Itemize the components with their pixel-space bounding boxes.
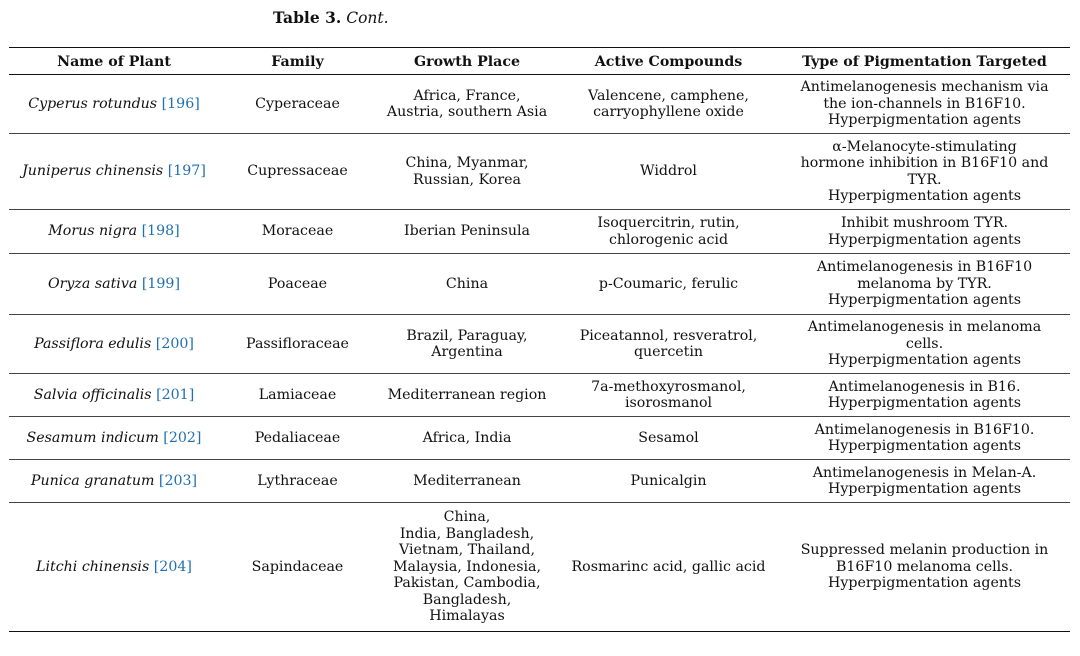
citation-link[interactable]: [197] [167, 163, 206, 180]
text-line: TYR. [907, 171, 942, 188]
text-line: isorosmanol [624, 395, 713, 411]
text-line: Brazil, Paraguay, [406, 327, 528, 344]
text-line: Antimelanogenesis mechanism via [800, 79, 1049, 96]
cell-family: Pedaliaceae [219, 417, 376, 460]
plant-name: Oryza sativa [48, 275, 138, 292]
cell-plant-name [9, 417, 219, 460]
text-line: Malaysia, Indonesia, [393, 558, 541, 575]
cell-family: Poaceae [219, 254, 376, 315]
cell-plant-name [9, 210, 219, 254]
plant-name: Passiflora edulis [34, 335, 152, 352]
text-line: Hyperpigmentation agents [828, 231, 1021, 248]
cell-plant-name [9, 75, 219, 134]
text-line: Valencene, camphene, [588, 87, 749, 104]
cell-active-compounds [558, 460, 779, 503]
text-line: cells. [905, 335, 944, 352]
citation-link[interactable]: [198] [141, 223, 180, 240]
citation-link[interactable]: [201] [156, 386, 195, 403]
cell-pigmentation [779, 315, 1070, 374]
cell-active-compounds [558, 134, 779, 210]
header-pigmentation-targeted: Type of Pigmentation Targeted [779, 48, 1070, 75]
text-line: Mediterranean [413, 472, 521, 489]
citation-link[interactable]: [203] [158, 472, 198, 489]
text-line: Punicalgin [630, 472, 707, 489]
citation-link[interactable]: [202] [163, 429, 202, 446]
table-row [9, 210, 1070, 254]
text-line: melanoma by TYR. [857, 275, 992, 292]
table-row [9, 254, 1070, 315]
text-line: Vietnam, Thailand, [398, 542, 536, 559]
cell-growth-place [376, 503, 558, 632]
table-header-row [9, 48, 1070, 75]
text-line: 7a-methoxyrosmanol, [591, 378, 746, 395]
text-line: Africa, France, [413, 87, 521, 104]
table-row [9, 315, 1070, 374]
table-caption-cont: Cont. [346, 9, 389, 27]
plant-name: Juniperus chinensis [22, 163, 164, 180]
text-line: Piceatannol, resveratrol, [579, 327, 758, 344]
text-line: Iberian Peninsula [403, 223, 531, 240]
cell-active-compounds [558, 254, 779, 315]
text-line: Widdrol [640, 163, 697, 180]
plant-name: Sesamum indicum [26, 429, 159, 446]
cell-pigmentation [779, 210, 1070, 254]
cell-family: Passifloraceae [219, 315, 376, 374]
plants-table [9, 47, 1070, 632]
cell-active-compounds [558, 417, 779, 460]
plant-name: Salvia officinalis [33, 386, 152, 403]
citation-link[interactable]: [199] [141, 275, 180, 292]
table-row [9, 134, 1070, 210]
text-line: Antimelanogenesis in melanoma [807, 319, 1042, 336]
text-line: Mediterranean region [387, 386, 547, 403]
cell-plant-name [9, 460, 219, 503]
text-line: China, [443, 509, 491, 526]
cell-active-compounds [558, 210, 779, 254]
citation-link[interactable]: [204] [153, 558, 192, 575]
cell-active-compounds [558, 75, 779, 134]
cell-pigmentation [779, 417, 1070, 460]
text-line: B16F10 melanoma cells. [835, 558, 1014, 575]
text-line: Himalayas [429, 608, 505, 625]
text-line: Pakistan, Cambodia, [393, 575, 541, 592]
text-line: p-Coumaric, ferulic [598, 275, 739, 292]
text-line: Hyperpigmentation agents [828, 438, 1021, 454]
text-line: hormone inhibition in B16F10 and [800, 155, 1049, 171]
cell-plant-name [9, 374, 219, 417]
text-line: Africa, India [422, 429, 512, 446]
cell-family: Moraceae [219, 210, 376, 254]
cell-growth-place [376, 75, 558, 134]
table-row [9, 75, 1070, 134]
plant-name: Morus nigra [48, 223, 138, 240]
text-line: Antimelanogenesis in B16F10 [816, 259, 1033, 276]
text-line: Bangladesh, [422, 591, 512, 608]
cell-growth-place [376, 374, 558, 417]
text-line: Russian, Korea [413, 171, 521, 188]
cell-family: Lythraceae [219, 460, 376, 503]
cell-pigmentation [779, 75, 1070, 134]
cell-growth-place [376, 210, 558, 254]
citation-link[interactable]: [196] [161, 95, 200, 112]
text-line: Isoquercitrin, rutin, [597, 215, 740, 231]
text-line: Hyperpigmentation agents [828, 481, 1021, 497]
cell-pigmentation [779, 134, 1070, 210]
text-line: China [445, 275, 489, 292]
text-line: Argentina [431, 344, 503, 360]
table-row [9, 460, 1070, 503]
plant-name: Punica granatum [30, 472, 155, 489]
table-row [9, 417, 1070, 460]
cell-active-compounds [558, 503, 779, 632]
cell-pigmentation [779, 503, 1070, 632]
text-line: Antimelanogenesis in B16. [828, 378, 1021, 395]
text-line: Inhibit mushroom TYR. [840, 215, 1009, 231]
table-caption [273, 8, 389, 27]
cell-family: Cyperaceae [219, 75, 376, 134]
text-line: Suppressed melanin production in [800, 542, 1049, 559]
text-line: Hyperpigmentation agents [828, 112, 1021, 129]
cell-growth-place [376, 134, 558, 210]
text-line: Hyperpigmentation agents [828, 292, 1021, 309]
cell-growth-place [376, 460, 558, 503]
cell-family: Cupressaceae [219, 134, 376, 210]
text-line: quercetin [633, 344, 704, 360]
header-growth-place: Growth Place [376, 48, 558, 75]
table-caption-label: Table 3. [273, 8, 342, 27]
cell-family: Sapindaceae [219, 503, 376, 632]
plant-name: Cyperus rotundus [28, 95, 158, 112]
cell-pigmentation [779, 254, 1070, 315]
cell-pigmentation [779, 460, 1070, 503]
cell-plant-name [9, 254, 219, 315]
cell-plant-name [9, 315, 219, 374]
cell-plant-name [9, 503, 219, 632]
cell-growth-place [376, 254, 558, 315]
cell-pigmentation [779, 374, 1070, 417]
cell-growth-place [376, 315, 558, 374]
table-row [9, 374, 1070, 417]
text-line: the ion-channels in B16F10. [823, 95, 1026, 112]
text-line: Austria, southern Asia [386, 104, 548, 120]
table-row [9, 503, 1070, 632]
text-line: Hyperpigmentation agents [828, 395, 1021, 411]
header-name-of-plant: Name of Plant [9, 48, 219, 75]
cell-growth-place [376, 417, 558, 460]
text-line: Antimelanogenesis in B16F10. [814, 421, 1035, 438]
text-line: Sesamol [638, 429, 699, 446]
cell-active-compounds [558, 315, 779, 374]
text-line: chlorogenic acid [608, 231, 729, 248]
text-line: Hyperpigmentation agents [828, 575, 1021, 592]
citation-link[interactable]: [200] [155, 335, 194, 352]
header-active-compounds: Active Compounds [558, 48, 779, 75]
text-line: carryophyllene oxide [593, 104, 744, 120]
cell-active-compounds [558, 374, 779, 417]
text-line: India, Bangladesh, [399, 525, 535, 542]
text-line: Hyperpigmentation agents [828, 188, 1021, 204]
text-line: α-Melanocyte-stimulating [832, 138, 1017, 155]
header-family: Family [219, 48, 376, 75]
text-line: Hyperpigmentation agents [828, 352, 1021, 369]
text-line: Antimelanogenesis in Melan-A. [812, 464, 1037, 481]
plant-name: Litchi chinensis [36, 558, 150, 575]
text-line: China, Myanmar, [405, 155, 529, 171]
cell-family: Lamiaceae [219, 374, 376, 417]
text-line: Rosmarinc acid, gallic acid [571, 558, 766, 575]
cell-plant-name [9, 134, 219, 210]
